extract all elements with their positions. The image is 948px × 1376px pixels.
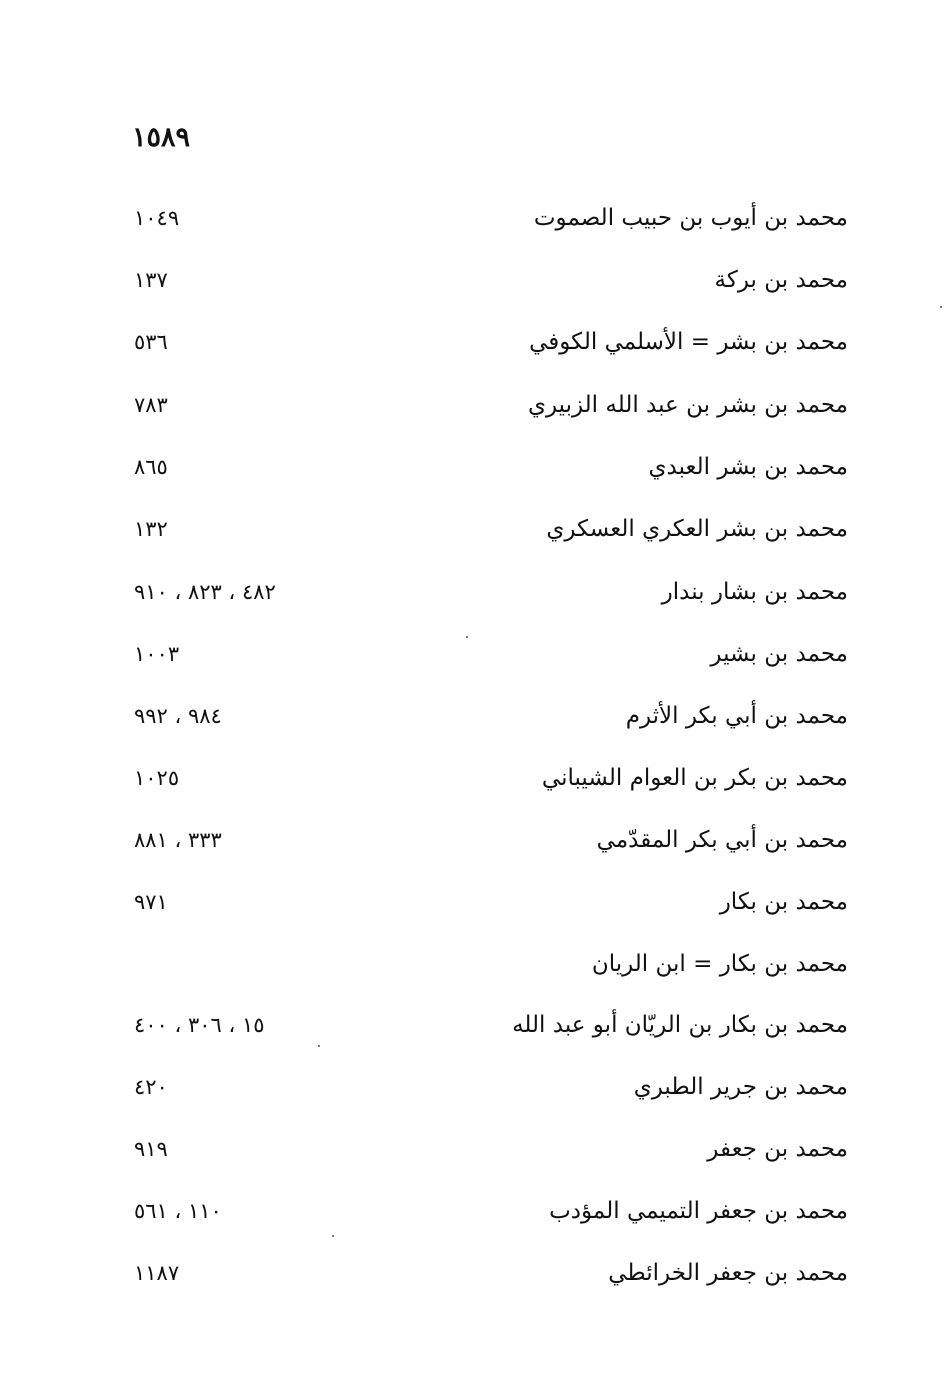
entry-name: محمد بن بكار bbox=[719, 889, 848, 915]
index-entry bbox=[0, 1127, 948, 1171]
entry-pages: ١١٠ ، ٥٦١ bbox=[134, 1199, 222, 1223]
entry-name: محمد بن جعفر التميمي المؤدب bbox=[549, 1198, 848, 1224]
index-entry bbox=[0, 632, 948, 676]
index-entry bbox=[0, 818, 948, 862]
index-entry bbox=[0, 1065, 948, 1109]
entry-pages: ٤٨٢ ، ٨٢٣ ، ٩١٠ bbox=[134, 580, 276, 604]
entry-pages: ١٠٤٩ bbox=[134, 206, 180, 230]
entry-pages: ١٣٧ bbox=[134, 268, 168, 292]
entry-pages: ١٣٢ bbox=[134, 517, 168, 541]
index-entry bbox=[0, 383, 948, 427]
entry-pages: ٩٧١ bbox=[134, 890, 168, 914]
index-entry bbox=[0, 507, 948, 551]
entry-name: محمد بن بشار بندار bbox=[661, 579, 848, 605]
entry-pages: ١٥ ، ٣٠٦ ، ٤٠٠ bbox=[134, 1013, 265, 1037]
entry-pages: ١١٨٧ bbox=[134, 1261, 180, 1285]
entry-name: محمد بن بشر = الأسلمي الكوفي bbox=[529, 329, 848, 355]
index-entry bbox=[0, 756, 948, 800]
entry-name: محمد بن بكار = ابن الريان bbox=[591, 951, 848, 977]
entry-name: محمد بن جعفر الخرائطي bbox=[608, 1260, 848, 1286]
entry-name: محمد بن جعفر bbox=[707, 1136, 848, 1162]
entry-name: محمد بن بكر بن العوام الشيباني bbox=[541, 765, 848, 791]
index-entry bbox=[0, 880, 948, 924]
entry-pages: ١٠٠٣ bbox=[134, 642, 180, 666]
entry-name: محمد بن أيوب بن حبيب الصموت bbox=[533, 205, 848, 231]
scan-speck bbox=[940, 306, 942, 308]
scan-speck bbox=[332, 1235, 334, 1237]
index-entry bbox=[0, 445, 948, 489]
entry-pages: ٣٣٣ ، ٨٨١ bbox=[134, 828, 222, 852]
entry-pages: ٩١٩ bbox=[134, 1137, 168, 1161]
entry-pages: ٧٨٣ bbox=[134, 393, 168, 417]
entry-pages: ٩٨٤ ، ٩٩٢ bbox=[134, 704, 222, 728]
index-entry bbox=[0, 694, 948, 738]
entry-name: محمد بن أبي بكر المقدّمي bbox=[596, 827, 848, 853]
entry-pages: ٥٣٦ bbox=[134, 330, 168, 354]
index-entry bbox=[0, 570, 948, 614]
page-number: ١٥٨٩ bbox=[132, 122, 191, 153]
entry-name: محمد بن بكار بن الريّان أبو عبد الله bbox=[512, 1012, 848, 1038]
index-entry bbox=[0, 258, 948, 302]
scan-speck bbox=[318, 1045, 320, 1047]
entry-name: محمد بن جرير الطبري bbox=[633, 1074, 848, 1100]
entry-pages: ٤٢٠ bbox=[134, 1075, 168, 1099]
entry-name: محمد بن بشر بن عبد الله الزبيري bbox=[527, 392, 848, 418]
entry-pages: ٨٦٥ bbox=[134, 455, 168, 479]
index-entry bbox=[0, 1189, 948, 1233]
entry-name: محمد بن أبي بكر الأثرم bbox=[625, 703, 848, 729]
index-entry bbox=[0, 942, 948, 986]
entry-name: محمد بن بركة bbox=[714, 267, 848, 293]
index-entry bbox=[0, 196, 948, 240]
entry-pages: ١٠٢٥ bbox=[134, 766, 180, 790]
index-entry bbox=[0, 320, 948, 364]
entry-name: محمد بن بشير bbox=[710, 641, 848, 667]
index-entry bbox=[0, 1251, 948, 1295]
index-entry bbox=[0, 1003, 948, 1047]
entry-name: محمد بن بشر العبدي bbox=[648, 454, 848, 480]
entry-name: محمد بن بشر العكري العسكري bbox=[546, 516, 848, 542]
scan-speck bbox=[466, 636, 468, 638]
